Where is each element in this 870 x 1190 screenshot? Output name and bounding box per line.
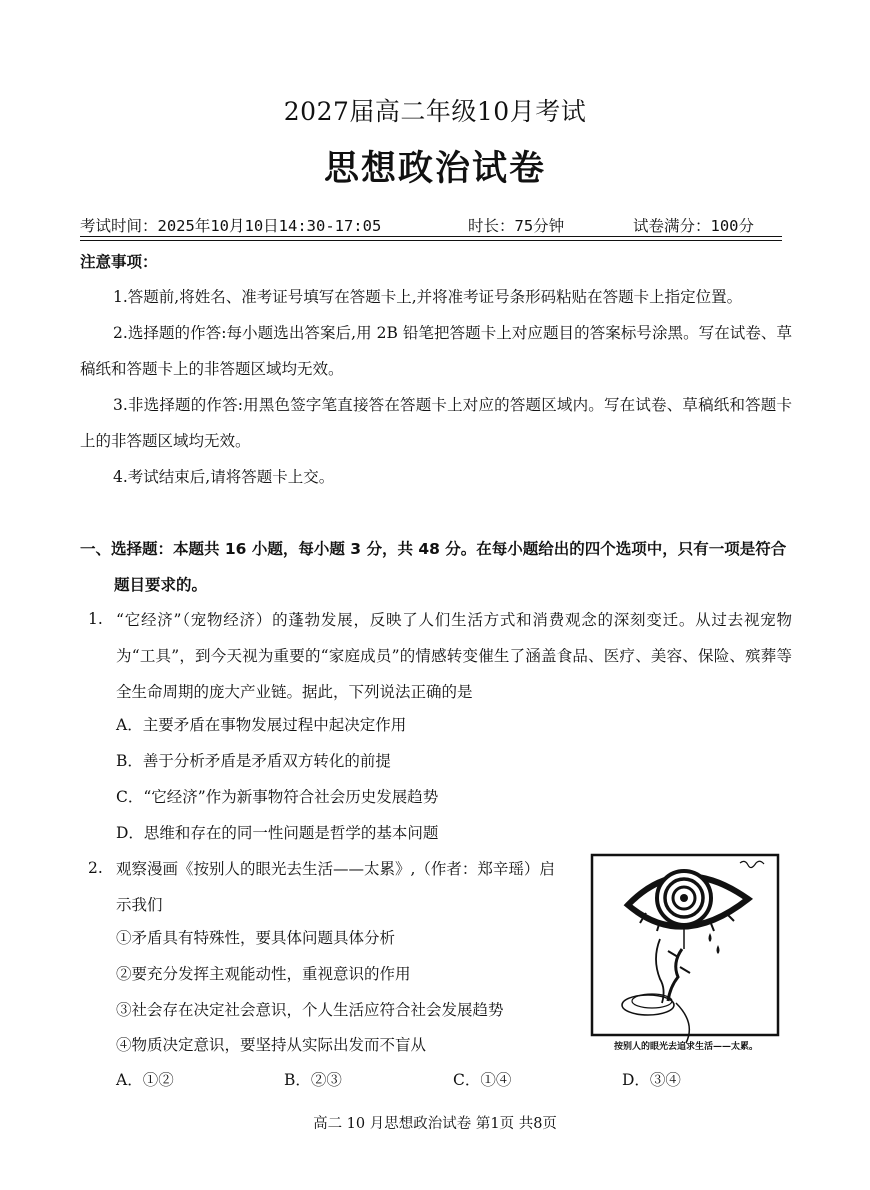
option-c: C．①④	[453, 1071, 512, 1089]
exam-title: 思想政治试卷	[323, 148, 546, 189]
page-footer: 高二 10 月思想政治试卷 第1页 共8页	[313, 1116, 557, 1132]
exam-info-row	[80, 212, 782, 238]
exam-duration: 时长：75分钟	[468, 217, 565, 235]
cartoon-caption: 按别人的眼光去追求生活——太累。	[613, 1042, 758, 1052]
notice-item: 2.选择题的作答:每小题选出答案后,用 2B 铅笔把答题卡上对应题目的答案标号涂黑。写在试卷、草稿纸和答题卡上的非答题区域均无效。	[80, 324, 792, 378]
statement-1: ①矛盾具有特殊性，要具体问题具体分析	[116, 929, 396, 947]
section-heading: 一、选择题：本题共 16 小题，每小题 3 分，共 48 分。在每小题给出的四个选项中，只有一项是符合题目要求的。	[80, 540, 787, 594]
exam-time: 考试时间：2025年10月10日14:30-17:05	[80, 217, 382, 235]
question-number: 1.	[88, 610, 103, 628]
question-stem: “它经济”（宠物经济）的蓬勃发展，反映了人们生活方式和消费观念的深刻变迁。从过去视宠物为“工具”，到今天视为重要的“家庭成员”的情感转变催生了涵盖食品、医疗、美容、保险、殡葬等全生命周期的庞大产业链。据此，下列说法正确的是	[116, 611, 792, 701]
option-c: C．“它经济”作为新事物符合社会历史发展趋势	[116, 788, 439, 806]
statement-3: ③社会存在决定社会意识，个人生活应符合社会发展趋势	[116, 1001, 504, 1019]
header-divider	[80, 236, 782, 237]
cartoon-image	[590, 853, 782, 1060]
question-stem: 观察漫画《按别人的眼光去生活——太累》,（作者：郑辛瑶）启	[116, 860, 555, 878]
notice-item: 1.答题前,将姓名、准考证号填写在答题卡上,并将准考证号条形码粘贴在答题卡上指定位置。	[113, 288, 743, 306]
question-number: 2.	[88, 859, 103, 877]
option-a: A．①②	[116, 1071, 174, 1089]
option-b: B．②③	[284, 1071, 342, 1089]
notice-item: 4.考试结束后,请将答题卡上交。	[113, 468, 335, 486]
exam-full-score: 试卷满分：100分	[633, 217, 754, 235]
cartoon-drawing	[590, 853, 782, 1060]
option-b: B．善于分析矛盾是矛盾双方转化的前提	[116, 752, 391, 770]
statement-4: ④物质决定意识，要坚持从实际出发而不盲从	[116, 1036, 427, 1054]
statement-2: ②要充分发挥主观能动性，重视意识的作用	[116, 965, 411, 983]
exam-subtitle: 2027届高二年级10月考试	[283, 97, 587, 126]
header-divider-thin	[80, 240, 782, 241]
notice-title: 注意事项：	[80, 253, 158, 271]
option-d: D．思维和存在的同一性问题是哲学的基本问题	[116, 824, 439, 842]
option-d: D．③④	[622, 1071, 681, 1089]
notice-item: 3.非选择题的作答:用黑色签字笔直接答在答题卡上对应的答题区域内。写在试卷、草稿纸和答题卡上的非答题区域均无效。	[80, 396, 792, 450]
option-a: A．主要矛盾在事物发展过程中起决定作用	[116, 716, 407, 734]
question-stem-cont: 示我们	[116, 896, 163, 914]
